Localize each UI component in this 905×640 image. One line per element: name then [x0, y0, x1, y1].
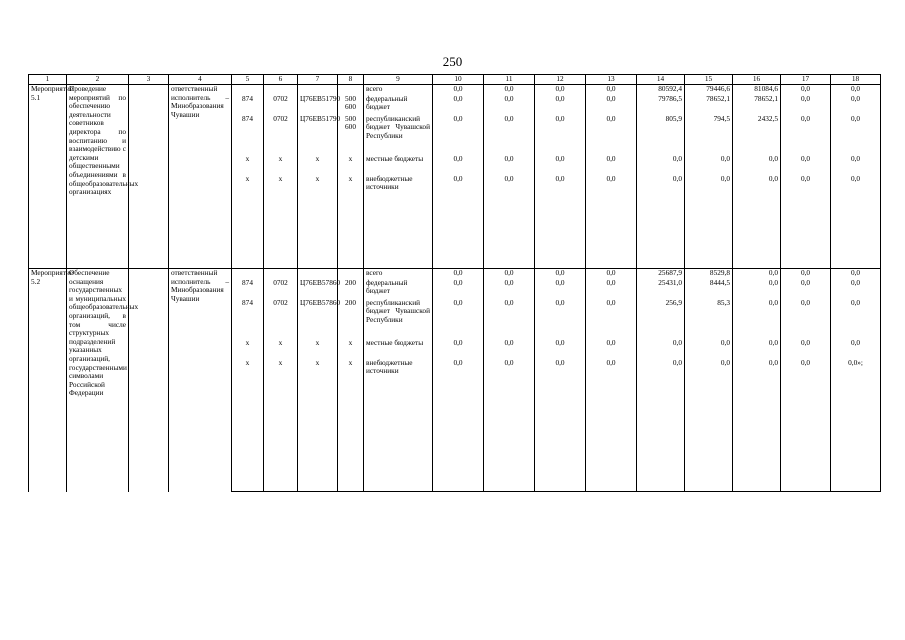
value-cell: 0,0: [685, 339, 733, 359]
measure-5-2: [29, 269, 881, 492]
value-cell: 0,0: [637, 175, 685, 269]
value-cell: 794,5: [685, 115, 733, 155]
value-cell: 0,0: [733, 175, 781, 269]
funding-source: федеральный бюджет: [364, 279, 433, 299]
value-cell: 0,0: [831, 175, 881, 269]
value-cell: 0,0: [831, 155, 881, 175]
cell-c8: x: [338, 175, 364, 269]
cell-c8: [338, 269, 364, 279]
value-cell: 0,0: [433, 359, 484, 492]
table-row: [29, 85, 881, 95]
cell-c7: Ц76ЕВ57860: [298, 279, 338, 299]
funding-source: федеральный бюджет: [364, 95, 433, 115]
value-cell: 0,0: [433, 175, 484, 269]
cell-c6: x: [264, 175, 298, 269]
measure-number: Мероприятие 5.2: [29, 269, 67, 492]
value-cell: 0,0: [433, 115, 484, 155]
value-cell: 0,0: [433, 269, 484, 279]
value-cell: 0,0: [685, 155, 733, 175]
value-cell: 0,0: [781, 85, 831, 95]
value-cell: 0,0: [586, 339, 637, 359]
value-cell: 0,0: [484, 269, 535, 279]
value-cell: 78652,1: [733, 95, 781, 115]
funding-source: республиканский бюджет Чувашской Республики: [364, 299, 433, 339]
cell-c6: 0702: [264, 279, 298, 299]
column-number: 1: [29, 75, 67, 85]
value-cell: 0,0: [781, 279, 831, 299]
value-cell: 0,0: [535, 359, 586, 492]
value-cell: 85,3: [685, 299, 733, 339]
cell-c7: [298, 269, 338, 279]
column-number: 4: [169, 75, 232, 85]
cell-c6: x: [264, 155, 298, 175]
value-cell: 0,0: [586, 299, 637, 339]
value-cell: 0,0: [733, 339, 781, 359]
cell-c5: x: [232, 175, 264, 269]
value-cell: 0,0: [484, 95, 535, 115]
value-cell: 0,0: [586, 95, 637, 115]
cell-c7: [298, 85, 338, 95]
value-cell: 0,0: [586, 155, 637, 175]
value-cell: 80592,4: [637, 85, 685, 95]
funding-source: местные бюджеты: [364, 155, 433, 175]
value-cell: 0,0: [535, 175, 586, 269]
cell-c7: x: [298, 175, 338, 269]
value-cell: 78652,1: [685, 95, 733, 115]
value-cell: 0,0: [637, 155, 685, 175]
value-cell: 0,0: [586, 175, 637, 269]
value-cell: 0,0: [733, 299, 781, 339]
value-cell: 0,0: [535, 279, 586, 299]
value-cell: 0,0: [831, 279, 881, 299]
value-cell: 256,9: [637, 299, 685, 339]
value-cell: 0,0: [433, 155, 484, 175]
column-number: 6: [264, 75, 298, 85]
value-cell: 0,0: [733, 269, 781, 279]
value-cell: 0,0: [484, 359, 535, 492]
funding-source: местные бюджеты: [364, 339, 433, 359]
column-number: 11: [484, 75, 535, 85]
value-cell: 0,0: [781, 269, 831, 279]
value-cell: 0,0: [586, 115, 637, 155]
cell-c6: [264, 85, 298, 95]
funding-source: внебюджетные источники: [364, 175, 433, 269]
column-number: 15: [685, 75, 733, 85]
funding-source: всего: [364, 85, 433, 95]
value-cell: 0,0: [484, 85, 535, 95]
cell-c8: 500 600: [338, 115, 364, 155]
value-cell: 0,0: [733, 359, 781, 492]
value-cell: 0,0: [484, 299, 535, 339]
cell-c6: x: [264, 359, 298, 492]
value-cell: 0,0: [535, 95, 586, 115]
value-cell: 0,0: [831, 269, 881, 279]
value-cell: 0,0: [781, 359, 831, 492]
value-cell: 81084,6: [733, 85, 781, 95]
page-number: 250: [442, 54, 463, 69]
cell-c5: x: [232, 359, 264, 492]
value-cell: 8529,8: [685, 269, 733, 279]
column-number: 13: [586, 75, 637, 85]
value-cell: 0,0: [433, 339, 484, 359]
value-cell: 0,0: [637, 339, 685, 359]
value-cell: 0,0: [535, 269, 586, 279]
cell-c5: 874: [232, 279, 264, 299]
measure-name: Обеспечение оснащения государственных и муниципальных общеобразовательных организаций, в том числе структурных подразделений указанных организаций, государственными символами Российской Федерации: [67, 269, 129, 492]
value-cell: 0,0: [535, 155, 586, 175]
measure-number: Мероприятие 5.1: [29, 85, 67, 269]
value-cell: 0,0: [781, 175, 831, 269]
cell-c5: 874: [232, 299, 264, 339]
cell-c7: x: [298, 339, 338, 359]
column-number: 10: [433, 75, 484, 85]
cell-c6: [264, 269, 298, 279]
value-cell: 25431,0: [637, 279, 685, 299]
funding-source: республиканский бюджет Чувашской Республики: [364, 115, 433, 155]
value-cell: 2432,5: [733, 115, 781, 155]
cell-c6: 0702: [264, 299, 298, 339]
value-cell: 0,0: [781, 155, 831, 175]
funding-source: всего: [364, 269, 433, 279]
value-cell: 8444,5: [685, 279, 733, 299]
value-cell: 0,0: [733, 155, 781, 175]
value-cell: 0,0: [433, 279, 484, 299]
value-cell: 0,0: [733, 279, 781, 299]
column-number: 8: [338, 75, 364, 85]
value-cell: 0,0: [781, 299, 831, 339]
value-cell: 0,0: [831, 339, 881, 359]
value-cell: 79446,6: [685, 85, 733, 95]
cell-c5: 874: [232, 95, 264, 115]
column-number: 9: [364, 75, 433, 85]
cell-c8: 200: [338, 299, 364, 339]
cell-c8: [338, 85, 364, 95]
measure-name: Проведение мероприятий по обеспечению деятельности советников директора по воспитанию и взаимодействию с детскими общественными объединениями в общеобразовательных организациях: [67, 85, 129, 269]
measure-executor: ответственный исполнитель – Минобразования Чувашии: [169, 85, 232, 269]
column-number: 16: [733, 75, 781, 85]
value-cell: 0,0: [685, 359, 733, 492]
cell-c7: Ц76ЕВ51790: [298, 95, 338, 115]
value-cell: 25687,9: [637, 269, 685, 279]
value-cell: 0,0: [637, 359, 685, 492]
cell-c6: x: [264, 339, 298, 359]
value-cell: 0,0: [781, 339, 831, 359]
value-cell: 0,0: [433, 299, 484, 339]
cell-c5: x: [232, 339, 264, 359]
value-cell: 0,0: [484, 155, 535, 175]
header-row: [29, 75, 881, 85]
cell-c6: 0702: [264, 115, 298, 155]
value-cell: 0,0: [685, 175, 733, 269]
value-cell: 0,0: [831, 115, 881, 155]
measure-executor: ответственный исполнитель – Минобразования Чувашии: [169, 269, 232, 492]
value-cell: 0,0: [535, 115, 586, 155]
column-number: 17: [781, 75, 831, 85]
value-cell: 0,0: [831, 299, 881, 339]
value-cell: 0,0: [586, 269, 637, 279]
cell-c5: [232, 85, 264, 95]
cell-c8: x: [338, 339, 364, 359]
column-number: 5: [232, 75, 264, 85]
cell-c6: 0702: [264, 95, 298, 115]
value-cell: 0,0: [781, 115, 831, 155]
column-number: 2: [67, 75, 129, 85]
cell-c5: [232, 269, 264, 279]
cell-c7: x: [298, 155, 338, 175]
measure-col3: [129, 85, 169, 269]
value-cell: 79786,5: [637, 95, 685, 115]
value-cell: 0,0: [781, 95, 831, 115]
cell-c5: 874: [232, 115, 264, 155]
cell-c8: 200: [338, 279, 364, 299]
value-cell: 0,0»;: [831, 359, 881, 492]
cell-c7: Ц76ЕВ57860: [298, 299, 338, 339]
column-number: 14: [637, 75, 685, 85]
cell-c8: x: [338, 359, 364, 492]
column-number: 7: [298, 75, 338, 85]
value-cell: 0,0: [484, 279, 535, 299]
value-cell: 0,0: [433, 85, 484, 95]
cell-c8: x: [338, 155, 364, 175]
value-cell: 0,0: [586, 279, 637, 299]
value-cell: 805,9: [637, 115, 685, 155]
value-cell: 0,0: [535, 299, 586, 339]
value-cell: 0,0: [484, 339, 535, 359]
value-cell: 0,0: [484, 115, 535, 155]
cell-c7: Ц76ЕВ51790: [298, 115, 338, 155]
measure-5-1: [29, 85, 881, 269]
column-number: 3: [129, 75, 169, 85]
cell-c5: x: [232, 155, 264, 175]
table-row: [29, 269, 881, 279]
value-cell: 0,0: [484, 175, 535, 269]
value-cell: 0,0: [535, 85, 586, 95]
column-number: 12: [535, 75, 586, 85]
column-number: 18: [831, 75, 881, 85]
budget-table: [28, 74, 881, 492]
cell-c7: x: [298, 359, 338, 492]
value-cell: 0,0: [433, 95, 484, 115]
value-cell: 0,0: [831, 95, 881, 115]
funding-source: внебюджетные источники: [364, 359, 433, 492]
value-cell: 0,0: [831, 85, 881, 95]
value-cell: 0,0: [586, 359, 637, 492]
value-cell: 0,0: [535, 339, 586, 359]
cell-c8: 500 600: [338, 95, 364, 115]
value-cell: 0,0: [586, 85, 637, 95]
